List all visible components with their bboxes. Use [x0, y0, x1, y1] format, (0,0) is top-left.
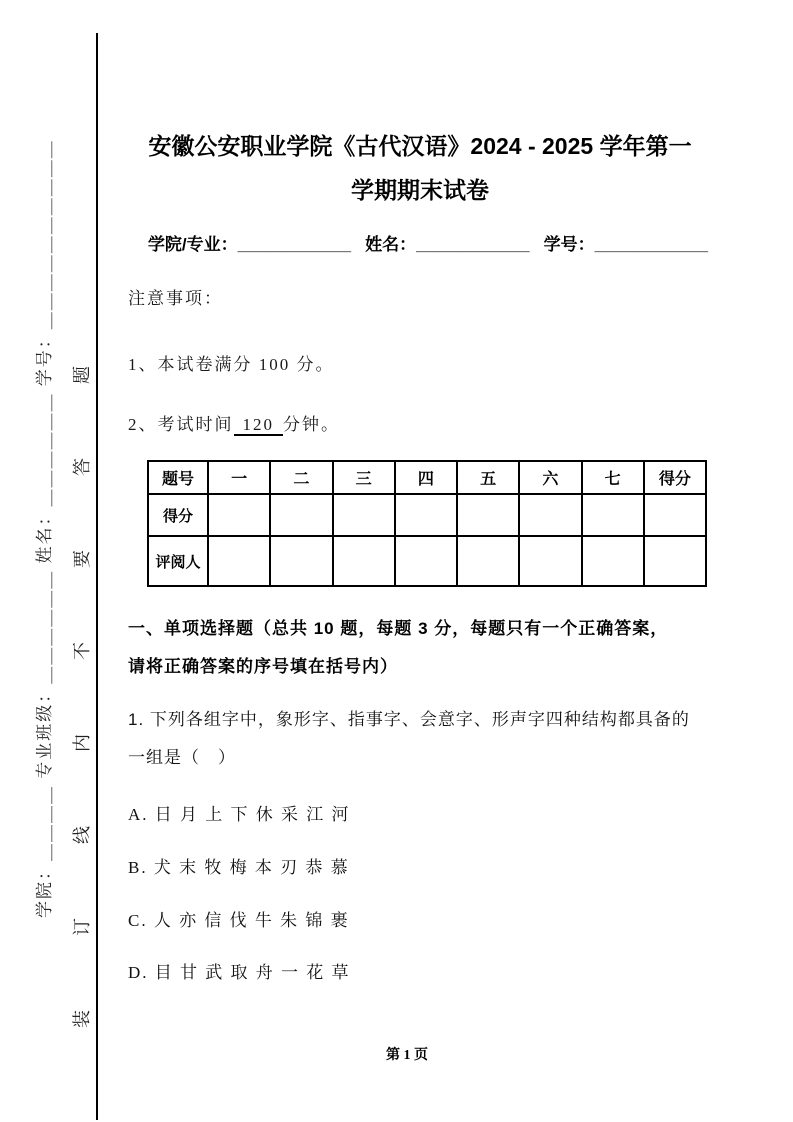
question-1-option-b: B. 犬 末 牧 梅 本 刃 恭 慕	[128, 858, 350, 877]
score-cell	[333, 494, 395, 536]
score-cell	[644, 494, 706, 536]
score-table-header-cell: 二	[270, 461, 332, 494]
question-1-line1: 1. 下列各组字中，象形字、指事字、会意字、形声字四种结构都具备的	[128, 710, 690, 729]
score-row	[148, 494, 706, 536]
score-cell	[582, 494, 644, 536]
reviewer-cell	[582, 536, 644, 586]
name-blank: ____________	[416, 235, 530, 254]
notice-item-2-prefix: 2、考试时间	[128, 415, 234, 434]
score-table-header-cell: 三	[333, 461, 395, 494]
question-1-option-a: A. 日 月 上 下 休 采 江 河	[128, 805, 351, 824]
school-major-blank: ____________	[237, 235, 352, 254]
section1-heading-line1: 一、单项选择题（总共 10 题，每题 3 分，每题只有一个正确答案，	[128, 619, 669, 638]
reviewer-cell	[333, 536, 395, 586]
name-label: 姓名：	[365, 235, 417, 254]
notice-item-2	[128, 410, 340, 435]
notice-item-2-suffix: 分钟。	[283, 415, 340, 434]
reviewer-cell	[457, 536, 519, 586]
score-cell	[208, 494, 270, 536]
score-row-label: 得分	[148, 494, 208, 536]
question-1-line2: 一组是（ ）	[128, 748, 236, 767]
score-table-header-cell: 六	[519, 461, 581, 494]
notice-item-1: 1、本试卷满分 100 分。	[128, 355, 335, 374]
reviewer-cell	[395, 536, 457, 586]
student-id-label: 学号：	[543, 235, 595, 254]
reviewer-cell	[644, 536, 706, 586]
exam-title	[120, 124, 720, 212]
reviewer-cell	[270, 536, 332, 586]
page-number: 第 1 页	[386, 1048, 428, 1063]
reviewer-row-label: 评阅人	[148, 536, 208, 586]
binding-notice-vertical-label: 装订线内不要答题	[72, 292, 92, 1028]
school-major-label: 学院/专业：	[147, 235, 238, 254]
student-id-blank: ____________	[594, 235, 709, 254]
score-cell	[519, 494, 581, 536]
section1-heading-line2: 请将正确答案的序号填在括号内）	[128, 657, 398, 676]
score-table-header-cell: 得分	[644, 461, 706, 494]
score-table-header-cell: 一	[208, 461, 270, 494]
score-cell	[395, 494, 457, 536]
score-table-header-cell: 四	[395, 461, 457, 494]
score-table-header-cell: 七	[582, 461, 644, 494]
score-cell	[457, 494, 519, 536]
exam-title-line1: 安徽公安职业学院《古代汉语》2024 - 2025 学年第一	[148, 133, 692, 159]
student-info-form-line	[128, 230, 728, 255]
exam-duration-value: 120	[234, 415, 284, 436]
reviewer-cell	[208, 536, 270, 586]
score-cell	[270, 494, 332, 536]
binding-divider-line	[96, 33, 98, 1120]
reviewer-row	[148, 536, 706, 586]
score-table-header-cell: 五	[457, 461, 519, 494]
reviewer-cell	[519, 536, 581, 586]
question-1-option-c: C. 人 亦 信 伐 牛 朱 锦 裹	[128, 911, 350, 930]
question-1-option-d: D. 目 甘 武 取 舟 一 花 草	[128, 963, 351, 982]
exam-title-line2: 学期期末试卷	[351, 177, 489, 203]
notices-heading: 注意事项：	[128, 289, 223, 308]
score-table	[147, 460, 707, 587]
student-info-vertical-label: 学院：＿＿＿＿ 专业班级：＿＿＿＿＿＿ 姓名：＿＿＿＿＿＿ 学号：＿＿＿＿＿＿＿＿＿＿	[35, 139, 54, 918]
section1-heading	[128, 610, 738, 686]
score-table-header-row	[148, 461, 706, 494]
question-1-text	[128, 701, 738, 777]
score-table-header-cell: 题号	[148, 461, 208, 494]
